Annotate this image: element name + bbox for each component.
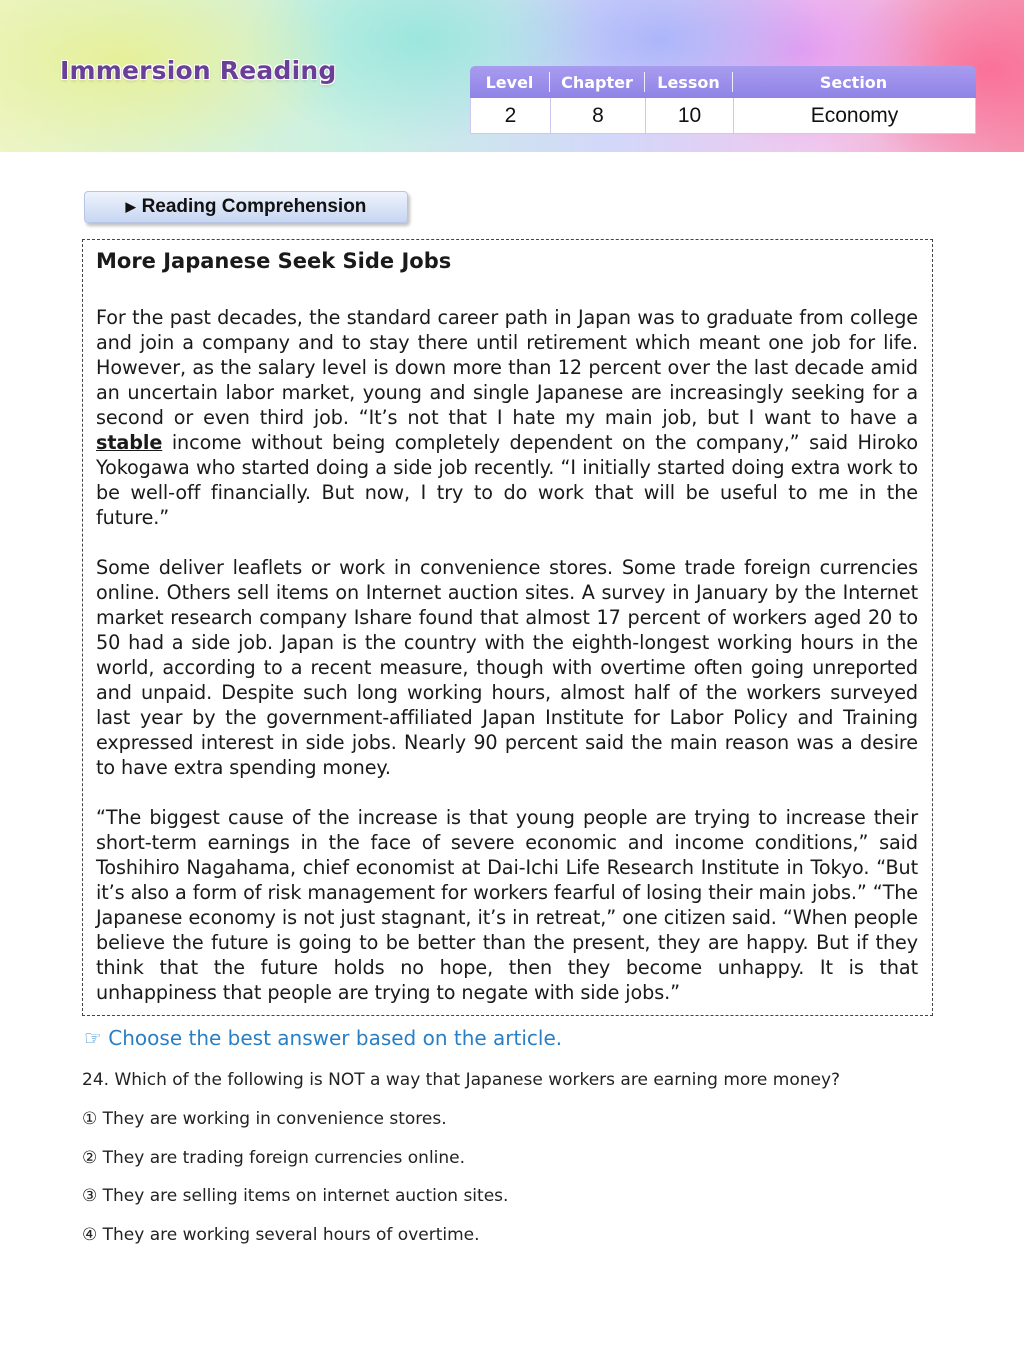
header-banner	[0, 0, 1024, 152]
answer-option-3[interactable]: ③ They are selling items on internet auction sites.	[82, 1186, 509, 1206]
lesson-info-values	[470, 98, 976, 134]
answer-option-1[interactable]: ① They are working in convenience stores.	[82, 1109, 447, 1129]
instruction-text: ☞ Choose the best answer based on the article.	[84, 1026, 563, 1050]
section-header: Section	[819, 72, 888, 92]
answer-option-2[interactable]: ② They are trading foreign currencies online.	[82, 1148, 466, 1168]
brand-logo: Immersion Reading	[60, 56, 337, 85]
lesson-value: 10	[646, 98, 734, 133]
triangle-right-icon: ▶	[125, 199, 136, 214]
article-paragraph-1	[96, 305, 918, 530]
lesson-info-table	[470, 66, 976, 134]
article-title: More Japanese Seek Side Jobs	[96, 249, 452, 273]
lesson-info-header	[470, 66, 976, 98]
vocab-word: stable	[96, 431, 163, 454]
section-label: Reading Comprehension	[141, 196, 367, 217]
paragraph-1-start: For the past decades, the standard career path in Japan was to graduate from college and join a company and to stay there until retirement which meant one job for life. However, as the salary level is down more than 12 percent over the last decade amid an uncertain labor market, young and single Japanese are increasingly seeking for a second or even third job. “It’s not that I hate my main job, but I want to have a	[96, 306, 918, 429]
reading-comprehension-tab	[84, 191, 408, 223]
question-text: 24. Which of the following is NOT a way that Japanese workers are earning more money?	[82, 1070, 841, 1090]
answer-option-4[interactable]: ④ They are working several hours of overtime.	[82, 1225, 480, 1245]
section-value: Economy	[810, 103, 899, 127]
chapter-header: Chapter	[550, 72, 645, 92]
level-value: 2	[471, 98, 551, 133]
article-paragraph-2: Some deliver leaflets or work in convenience stores. Some trade foreign currencies online. Others sell items on Internet auction sites. A survey in January by the Internet market research company Ishare found that almost 17 percent of workers aged 20 to 50 had a side job. Japan is the country with the eighth-longest working hours in the world, according to a recent measure, though with overtime often going unreported and unpaid. Despite such long working hours, almost half of the workers surveyed last year by the government-affiliated Japan Institute for Labor Policy and Training expressed interest in side jobs. Nearly 90 percent said the main reason was a desire to have extra spending money.	[96, 556, 918, 779]
lesson-header: Lesson	[645, 72, 733, 92]
paragraph-1-end: income without being completely dependent on the company,” said Hiroko Yokogawa who started doing a side job recently. “I initially started doing extra work to be well-off financially. But now, I try to do work that will be useful to me in the future.”	[96, 431, 919, 529]
level-header: Level	[470, 72, 550, 92]
article-box	[82, 239, 933, 1016]
chapter-value: 8	[551, 98, 646, 133]
article-paragraph-3: “The biggest cause of the increase is that young people are trying to increase their short-term earnings in the face of severe economic and income conditions,” said Toshihiro Nagahama, chief economist at Dai-Ichi Life Research Institute in Tokyo. “But it’s also a form of risk management for workers fearful of losing their main jobs.” “The Japanese economy is not just stagnant, it’s in retreat,” one citizen said. “When people believe the future is going to be better than the present, they are happy. But if they think that the future holds no hope, then they become unhappy. It is that unhappiness that people are trying to negate with side jobs.”	[96, 806, 918, 1004]
